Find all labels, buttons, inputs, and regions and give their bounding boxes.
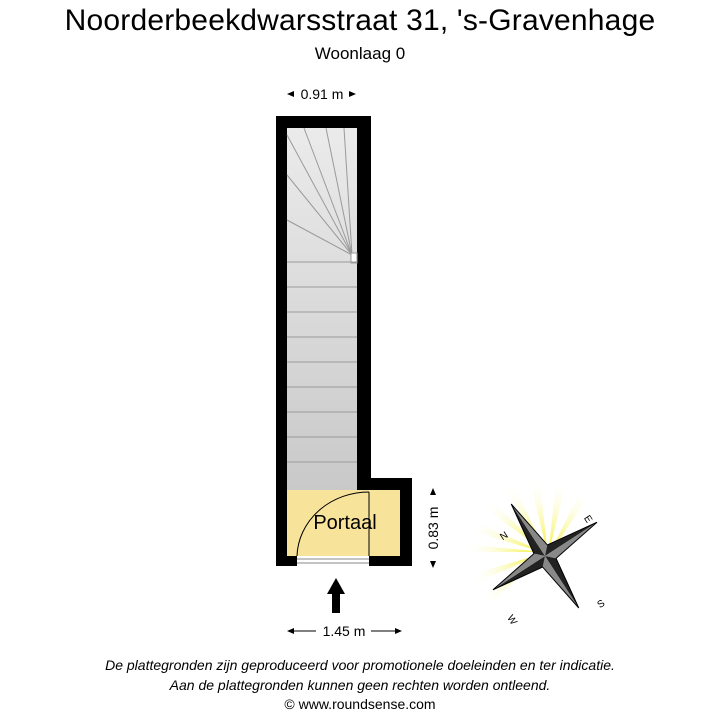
dimension-label-height: 0.83 m: [425, 506, 441, 550]
entrance-arrow-icon: [327, 578, 345, 613]
compass-label-e: E: [581, 513, 595, 526]
entrance-doorway: [297, 556, 369, 566]
dimension-label-top: 0.91 m: [300, 86, 344, 102]
disclaimer-line-2: Aan de plattegronden kunnen geen rechten worden ontleend.: [169, 677, 551, 693]
compass-label-s: S: [595, 597, 608, 611]
dimension-top-width: [287, 86, 356, 102]
copyright-text: © www.roundsense.com: [284, 696, 436, 712]
dimension-bottom-width: [287, 623, 402, 639]
dimension-portal-height: [425, 488, 441, 568]
dimension-label-bottom: 1.45 m: [322, 623, 366, 639]
disclaimer-line-1: De plattegronden zijn geproduceerd voor promotionele doeleinden en ter indicatie.: [105, 657, 615, 673]
compass-label-n: N: [498, 529, 511, 544]
room-label-portaal: Portaal: [313, 512, 377, 534]
floor-level-label: Woonlaag 0: [314, 44, 406, 63]
stair-shaft: [287, 128, 357, 490]
page-title: Noorderbeekdwarsstraat 31, 's-Gravenhage: [64, 4, 656, 37]
compass-label-w: W: [504, 613, 519, 628]
compass-rose-icon: [459, 470, 631, 642]
